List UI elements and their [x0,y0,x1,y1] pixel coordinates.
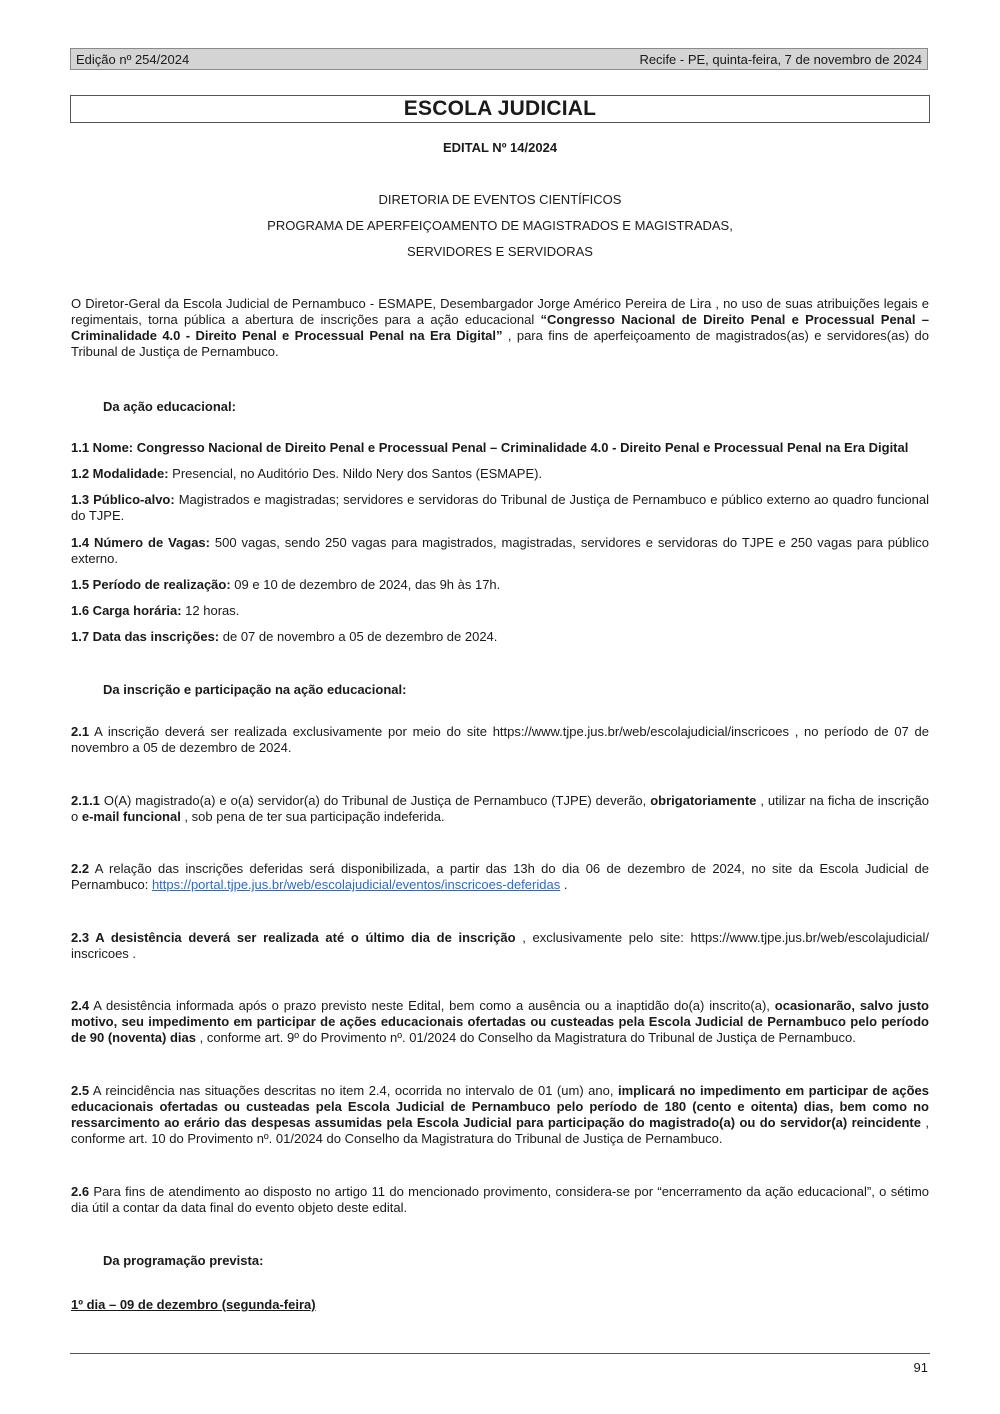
item-2-1-1: 2.1.1 O(A) magistrado(a) e o(a) servidor(a) do Tribunal de Justiça de Pernambuco (TJPE) deverão, obrigatoriamente , utilizar na ficha de inscrição o e-mail funcional , sob pena de ter sua participação indeferida. [71,793,929,824]
section-2-heading: Da inscrição e participação na ação educacional: [103,682,407,697]
page-number: 91 [913,1360,928,1375]
section-1-heading: Da ação educacional: [103,399,236,414]
edition-number: Edição nº 254/2024 [76,51,190,67]
item-2-6: 2.6 Para fins de atendimento ao disposto no artigo 11 do mencionado provimento, considera-se por “encerramento da ação educacional”, o sétimo dia útil a contar da data final do evento objeto deste edital. [71,1184,929,1215]
item-1-2: 1.2 Modalidade: Presencial, no Auditório Des. Nildo Nery dos Santos (ESMAPE). [71,466,543,481]
item-1-3: 1.3 Público-alvo: Magistrados e magistradas; servidores e servidoras do Tribunal de Justiça de Pernambuco e público externo ao quadro funcional do TJPE. [71,492,929,523]
program-line-1: PROGRAMA DE APERFEIÇOAMENTO DE MAGISTRADOS E MAGISTRADAS, [267,218,733,233]
item-2-2: 2.2 A relação das inscrições deferidas será disponibilizada, a partir das 13h do dia 06 de dezembro de 2024, no site da Escola Judicial de Pernambuco: https://portal.tjpe.jus.br/web/escolajudicial/eventos/inscricoes-deferidas . [71,861,929,892]
section-title: ESCOLA JUDICIAL [70,95,930,123]
item-1-4: 1.4 Número de Vagas: 500 vagas, sendo 250 vagas para magistrados, magistradas, servidores e servidoras do TJPE e 250 vagas para público externo. [71,535,929,566]
item-1-5: 1.5 Período de realização: 09 e 10 de dezembro de 2024, das 9h às 17h. [71,577,501,592]
directorate: DIRETORIA DE EVENTOS CIENTÍFICOS [378,192,622,207]
item-1-7: 1.7 Data das inscrições: de 07 de novembro a 05 de dezembro de 2024. [71,629,498,644]
intro-paragraph: O Diretor-Geral da Escola Judicial de Pernambuco - ESMAPE, Desembargador Jorge Américo Pereira de Lira , no uso de suas atribuições legais e regimentais, torna pública a abertura de inscrições para a ação educacional “Congresso Nacional de Direito Penal e Processual Penal – Criminalidade 4.0 - Direito Penal e Processual Penal na Era Digital” , para fins de aperfeiçoamento de magistrados(as) e servidores(as) do Tribunal de Justiça de Pernambuco. [71,296,930,359]
section-3-heading: Da programação prevista: [103,1253,264,1268]
item-2-1: 2.1 A inscrição deverá ser realizada exclusivamente por meio do site https://www.tjpe.jus.br/web/escolajudicial/inscricoes , no período de 07 de novembro a 05 de dezembro de 2024. [71,724,929,755]
program-line-2: SERVIDORES E SERVIDORAS [407,244,593,259]
item-1-6: 1.6 Carga horária: 12 horas. [71,603,240,618]
footer-divider [70,1353,930,1354]
item-2-5: 2.5 A reincidência nas situações descritas no item 2.4, ocorrida no intervalo de 01 (um) ano, implicará no impedimento em participar de ações educacionais ofertadas ou custeadas pela Escola Judicial de Pernambuco pelo período de 180 (cento e oitenta) dias, bem como no ressarcimento ao erário das despesas assumidas pela Escola Judicial para participação do magistrado(a) ou do servidor(a) reincidente , conforme art. 10 do Provimento nº. 01/2024 do Conselho da Magistratura do Tribunal de Justiça de Pernambuco. [71,1083,929,1146]
deferred-registrations-link[interactable]: https://portal.tjpe.jus.br/web/escolajudicial/eventos/inscricoes-deferidas [151,877,561,892]
item-2-4: 2.4 A desistência informada após o prazo previsto neste Edital, bem como a ausência ou a inaptidão do(a) inscrito(a), ocasionarão, salvo justo motivo, seu impedimento em participar de ações educacionais ofertadas ou custeadas pela Escola Judicial de Pernambuco pelo período de 90 (noventa) dias , conforme art. 9º do Provimento nº. 01/2024 do Conselho da Magistratura do Tribunal de Justiça de Pernambuco. [71,998,929,1045]
day-1-heading: 1º dia – 09 de dezembro (segunda-feira) [71,1297,316,1312]
edital-title: EDITAL Nº 14/2024 [442,140,558,155]
item-1-1: 1.1 Nome: Congresso Nacional de Direito Penal e Processual Penal – Criminalidade 4.0 - Direito Penal e Processual Penal na Era Digital [71,440,909,455]
item-2-3: 2.3 A desistência deverá ser realizada até o último dia de inscrição , exclusivamente pelo site: https://www.tjpe.jus.br/web/escolajudicial/ inscricoes . [71,930,929,961]
place-date: Recife - PE, quinta-feira, 7 de novembro de 2024 [639,51,922,67]
journal-header [70,48,928,70]
